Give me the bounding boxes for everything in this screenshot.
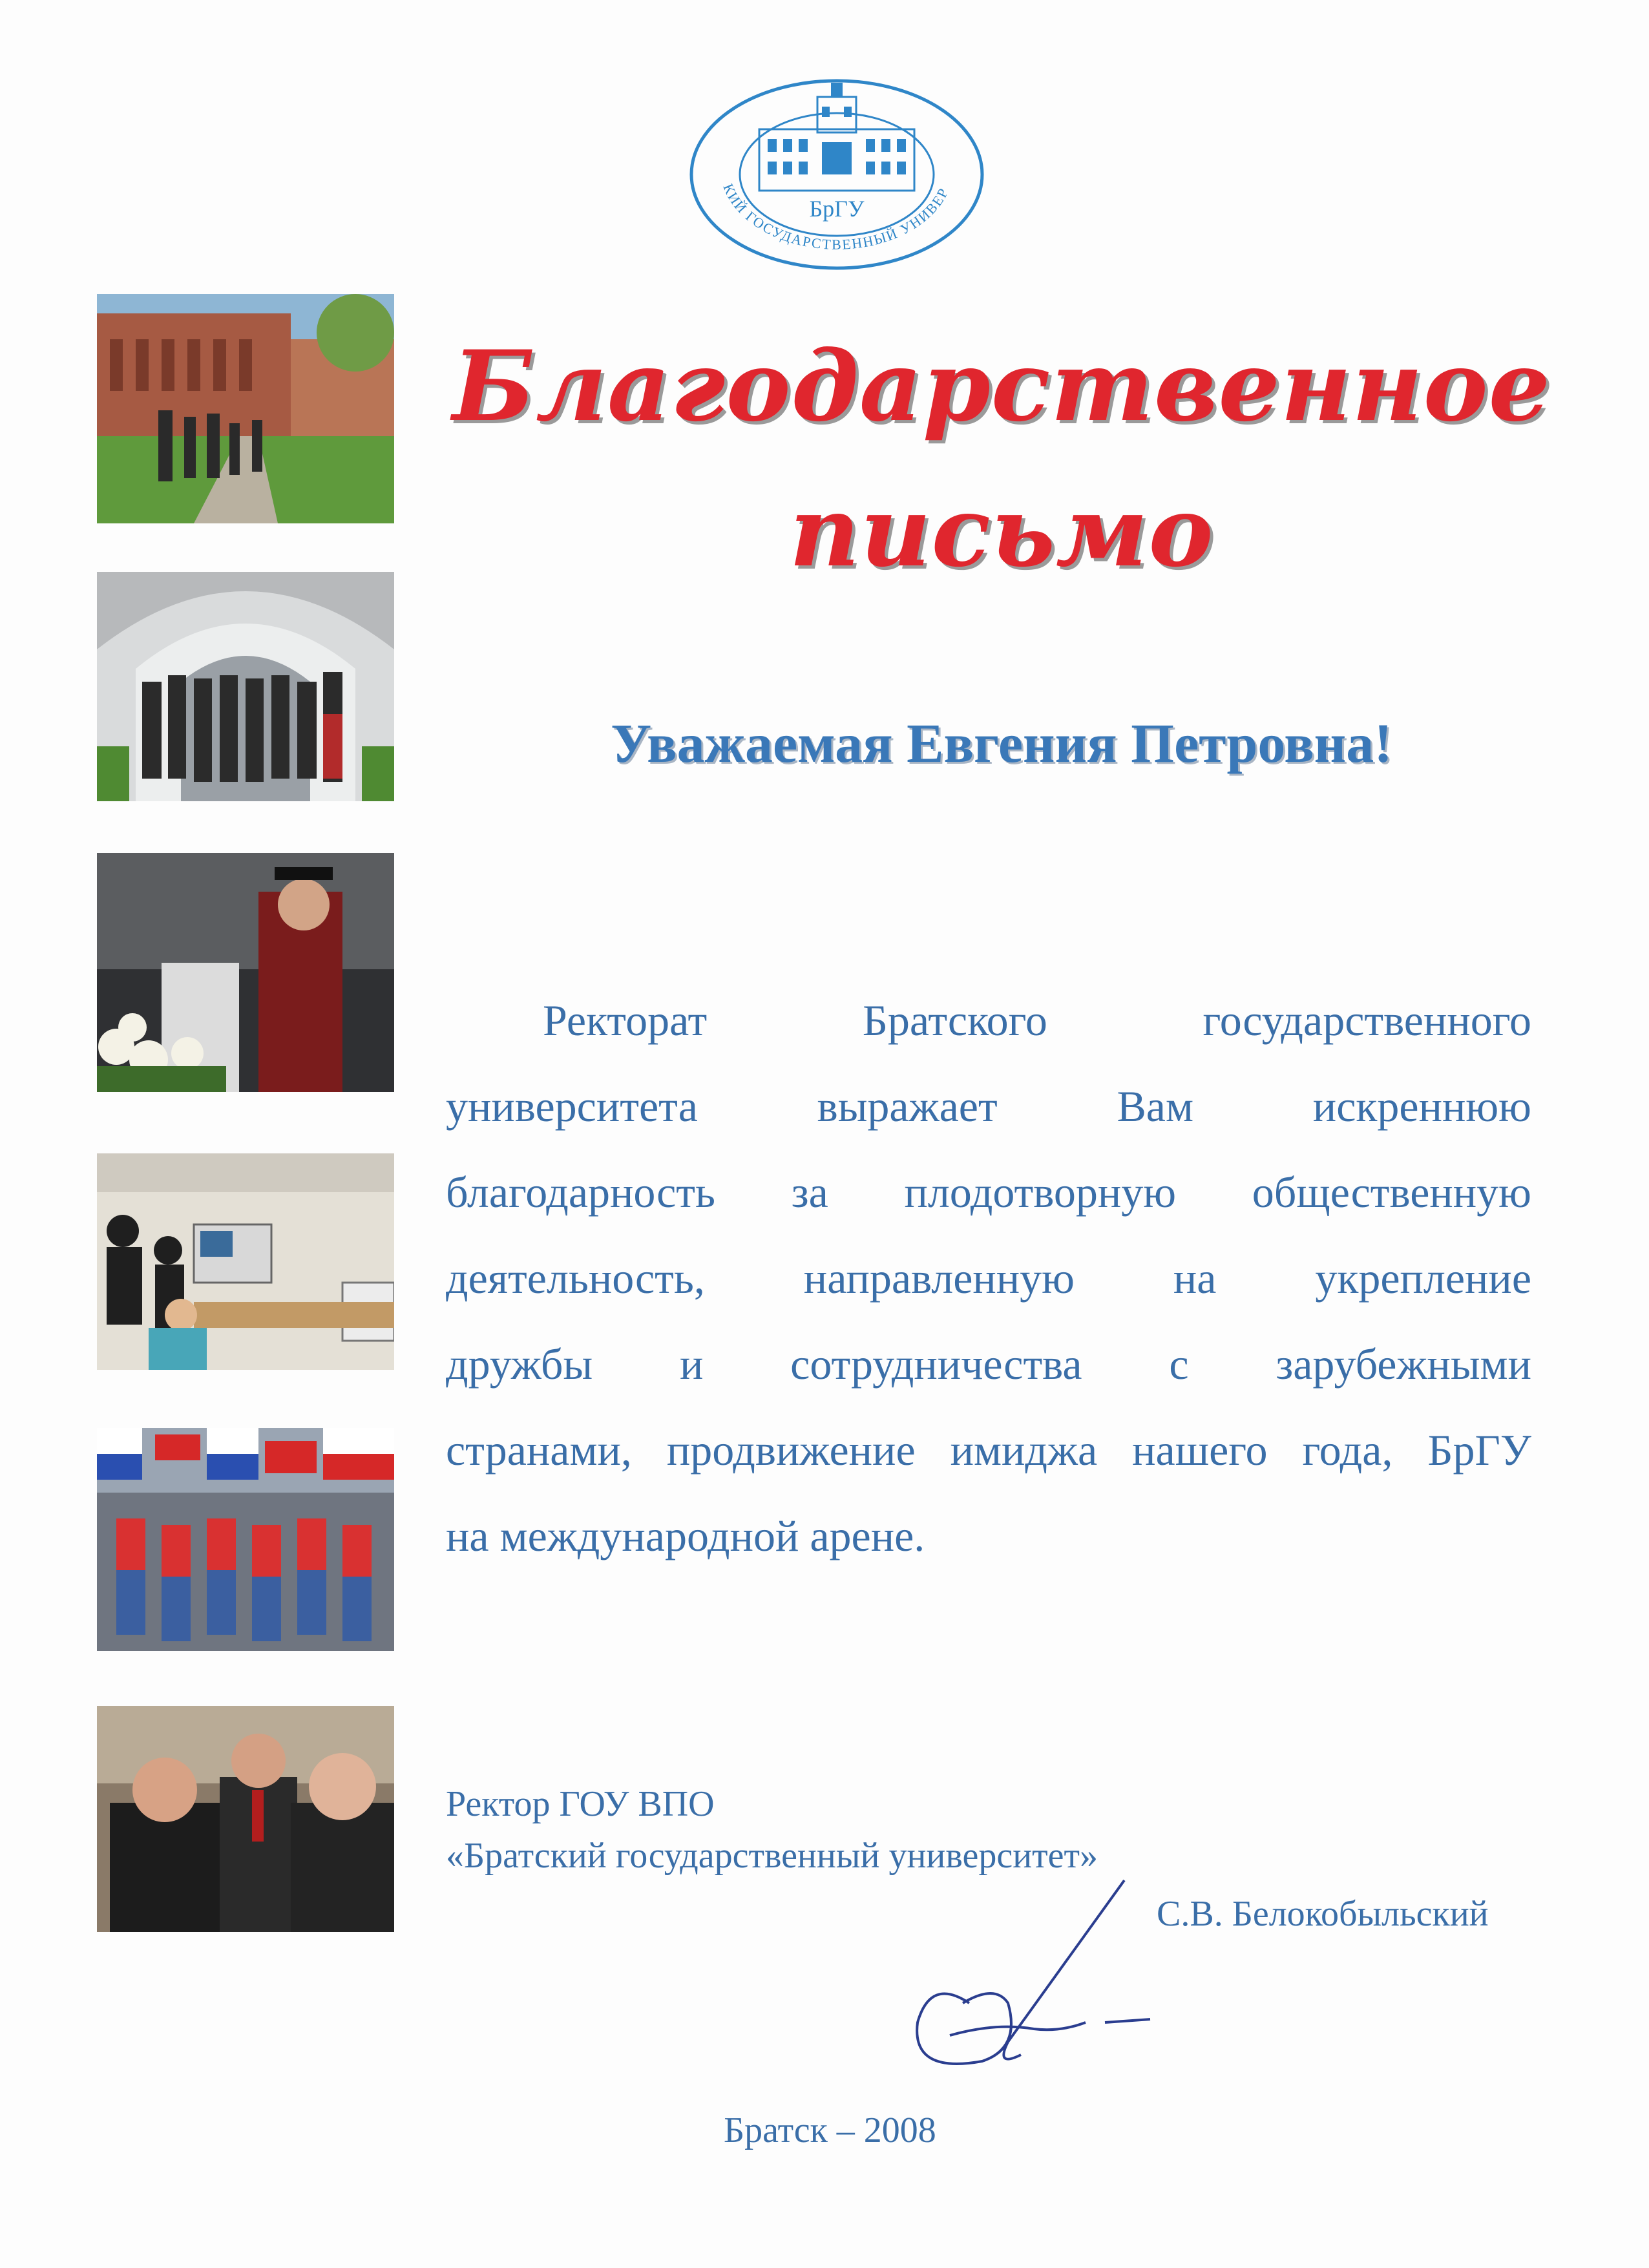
parade-photo: [97, 1428, 394, 1651]
body-line: [446, 1339, 1531, 1390]
body-word: сотрудничества: [790, 1339, 1082, 1389]
body-word: университета: [446, 1082, 698, 1131]
logo-emblem: [685, 71, 989, 284]
letter-title-line1: Благодарственное: [452, 330, 1551, 443]
body-word: на международной арене.: [446, 1511, 925, 1560]
body-word: БрГУ: [1427, 1425, 1531, 1475]
body-word: Вам: [1117, 1082, 1194, 1131]
body-word: выражает: [817, 1082, 998, 1131]
body-word: странами,: [446, 1425, 632, 1475]
handwritten-signature: [892, 1874, 1176, 2087]
logo-ring-text: КИЙ ГОСУДАРСТВЕННЫЙ УНИВЕР: [720, 181, 952, 253]
body-word: за: [791, 1168, 828, 1217]
body-line: [446, 1511, 1531, 1562]
signer-name: С.В. Белокобыльский: [1157, 1894, 1489, 1934]
body-word: искреннюю: [1312, 1082, 1531, 1131]
rector-speech-photo: [97, 853, 394, 1092]
body-word: имиджа: [950, 1425, 1098, 1475]
greeting: Уважаемая Евгения Петровна!: [611, 712, 1392, 774]
officials-photo: [97, 1706, 394, 1932]
body-word: года,: [1302, 1425, 1393, 1475]
signer-position-line2: «Братский государственный университет»: [446, 1836, 1098, 1876]
letter-body: [446, 995, 1531, 1577]
body-line: [446, 1167, 1531, 1218]
body-line: [446, 995, 1531, 1046]
body-word: деятельность,: [446, 1254, 705, 1303]
body-line: [446, 1253, 1531, 1304]
body-word: государственного: [1203, 996, 1531, 1045]
body-word: благодарность: [446, 1168, 716, 1217]
body-word: с: [1169, 1339, 1189, 1389]
university-logo: [685, 71, 989, 284]
body-word: зарубежными: [1276, 1339, 1531, 1389]
logo-abbr: БрГУ: [809, 196, 865, 222]
body-word: укрепление: [1315, 1254, 1531, 1303]
body-word: продвижение: [666, 1425, 916, 1475]
body-word: направленную: [803, 1254, 1075, 1303]
letter-title-line2: письмо: [789, 475, 1214, 589]
body-word: плодотворную: [904, 1168, 1177, 1217]
body-word: и: [679, 1339, 704, 1389]
hall-group-photo: [97, 572, 394, 801]
campus-photo: [97, 294, 394, 523]
body-word: Ректорат: [543, 996, 708, 1045]
svg-text:БРАТСКИЙ ГОСУДАРСТВЕННЫЙ УНИВЕ: [685, 71, 952, 253]
body-line: [446, 1081, 1531, 1132]
laboratory-photo: [97, 1153, 394, 1370]
body-word: дружбы: [446, 1339, 593, 1389]
place-date: Братск – 2008: [724, 2110, 936, 2150]
body-line: [446, 1425, 1531, 1476]
body-word: Братского: [862, 996, 1047, 1045]
body-word: общественную: [1252, 1168, 1531, 1217]
body-word: на: [1173, 1254, 1217, 1303]
signer-position-line1: Ректор ГОУ ВПО: [446, 1784, 715, 1824]
body-word: нашего: [1132, 1425, 1268, 1475]
